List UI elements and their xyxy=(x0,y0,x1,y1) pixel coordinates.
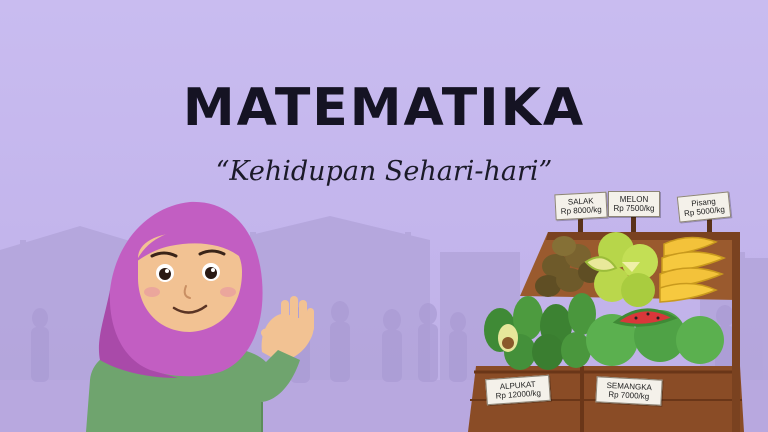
price-tag-melon-price: Rp 7500/kg xyxy=(613,204,655,213)
price-tag-alpukat-name: ALPUKAT xyxy=(499,379,536,392)
price-tag-semangka-price: Rp 7000/kg xyxy=(608,389,650,402)
title: MATEMATIKA xyxy=(182,78,586,138)
price-tag-alpukat-price: Rp 12000/kg xyxy=(495,388,542,401)
price-tag-melon-name: MELON xyxy=(619,195,649,204)
alpukat-fruits xyxy=(484,293,596,370)
price-tag-salak xyxy=(554,192,607,221)
price-tag-semangka xyxy=(595,376,662,405)
price-tag-salak-name: SALAK xyxy=(567,196,594,207)
subtitle: “Kehidupan Sehari-hari” xyxy=(215,156,553,187)
price-tag-salak-price: Rp 8000/kg xyxy=(560,204,602,217)
price-tag-pisang xyxy=(677,191,731,222)
semangka-fruits xyxy=(586,310,724,366)
price-tag-melon xyxy=(608,191,660,217)
price-tag-pisang-name: Pisang xyxy=(690,196,717,209)
price-tag-alpukat xyxy=(485,375,551,405)
price-tag-pisang-price: Rp 5000/kg xyxy=(683,204,726,219)
price-tag-semangka-name: SEMANGKA xyxy=(606,380,653,393)
